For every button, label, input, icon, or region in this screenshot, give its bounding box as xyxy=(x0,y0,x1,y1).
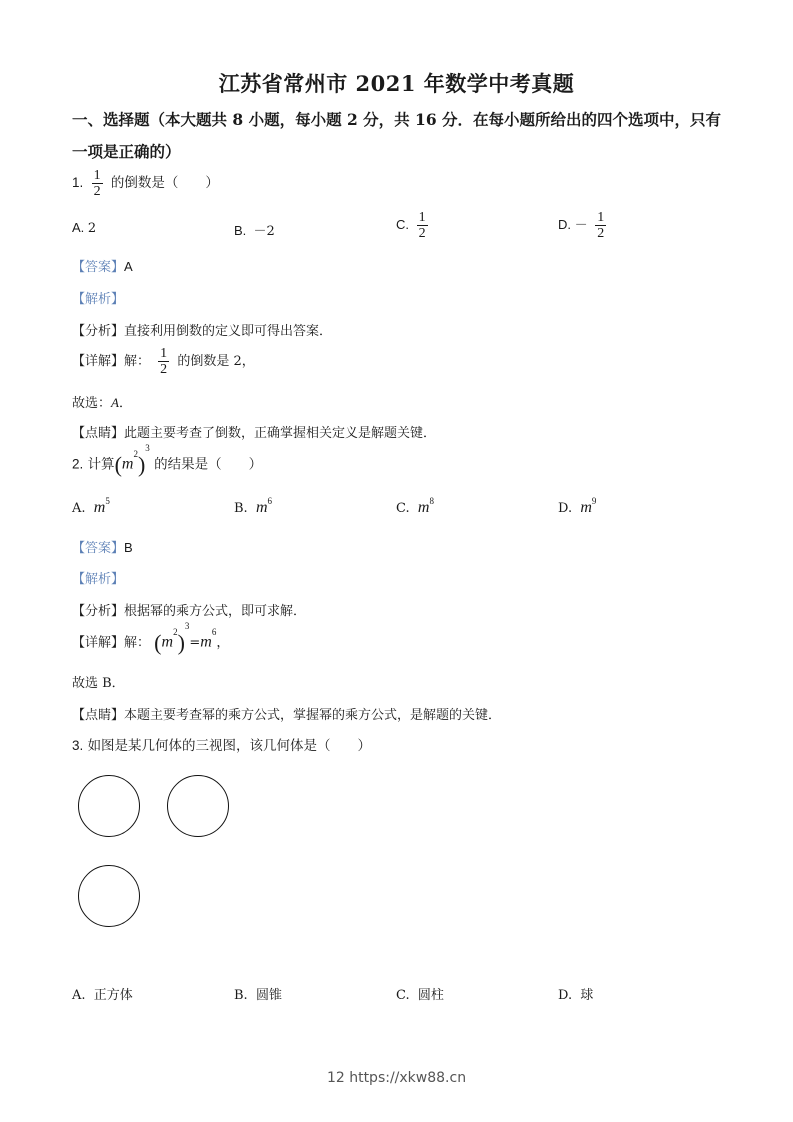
page-footer: 12 https://xkw88.cn xyxy=(326,1070,467,1086)
q1-option-b: B. －2 xyxy=(234,223,275,239)
q2-answer: 【答案】B xyxy=(72,540,133,556)
question-2-stem: 2. 计算$(m^2)^3$ 的结果是（ ） xyxy=(72,443,263,477)
question-3-stem: 3. 如图是某几何体的三视图，该几何体是（ ） xyxy=(72,738,372,754)
q1-fenxi: 【分析】直接利用倒数的定义即可得出答案． xyxy=(72,324,333,339)
q1-xiangjie: 【详解】解： $\frac{1}{2}$ 的倒数是 2， xyxy=(72,346,255,377)
q1-analysis-tag: 【解析】 xyxy=(72,292,125,307)
q2-fenxi: 【分析】根据幂的乘方公式，即可求解． xyxy=(72,604,307,619)
q1-option-a: A. 2 xyxy=(72,220,97,236)
q1-dianjing: 【点睛】此题主要考查了倒数，正确掌握相关定义是解题关键． xyxy=(72,426,437,441)
q1-answer: 【答案】A xyxy=(72,259,133,275)
front-view-circle-icon xyxy=(78,775,140,837)
side-view-circle-icon xyxy=(167,775,229,837)
section-heading-line2: 一项是正确的） xyxy=(72,142,181,161)
answer-tag: 【答案】 xyxy=(72,260,125,275)
q2-option-d: D. $m^9$ xyxy=(558,496,597,516)
q2-xiangjie: 【详解】解： $(m^2)^3=m^6$， xyxy=(72,621,230,655)
q3-option-c: C. 圆柱 xyxy=(396,988,444,1003)
q2-choose: 故选 B． xyxy=(72,676,125,691)
question-1-stem: 1. $\frac{1}{2}$ 的倒数是（ ） xyxy=(72,168,219,199)
q2-option-b: B. $m^6$ xyxy=(234,496,273,516)
q2-option-a: A. $m^5$ xyxy=(72,496,110,516)
q3-option-b: B. 圆锥 xyxy=(234,988,282,1003)
page-title: 江苏省常州市 2021 年数学中考真题 xyxy=(218,71,575,96)
q1-option-c: C. $\frac{1}{2}$ xyxy=(396,210,426,241)
fraction: $\frac{1}{2}$ xyxy=(93,168,101,199)
q3-option-a: A. 正方体 xyxy=(72,988,133,1003)
q3-option-d: D. 球 xyxy=(558,988,594,1003)
top-view-circle-icon xyxy=(78,865,140,927)
q1-choose: 故选：A． xyxy=(72,395,132,411)
q2-analysis-tag: 【解析】 xyxy=(72,572,125,587)
q1-option-d: D. － $\frac{1}{2}$ xyxy=(558,210,605,241)
section-heading-line1: 一、选择题（本大题共 8 小题，每小题 2 分，共 16 分．在每小题所给出的四个选项中，只有 xyxy=(72,110,722,129)
question-number: 1. xyxy=(72,175,84,190)
q2-option-c: C. $m^8$ xyxy=(396,496,434,516)
q2-dianjing: 【点睛】本题主要考查幂的乘方公式，掌握幂的乘方公式，是解题的关键． xyxy=(72,708,502,723)
